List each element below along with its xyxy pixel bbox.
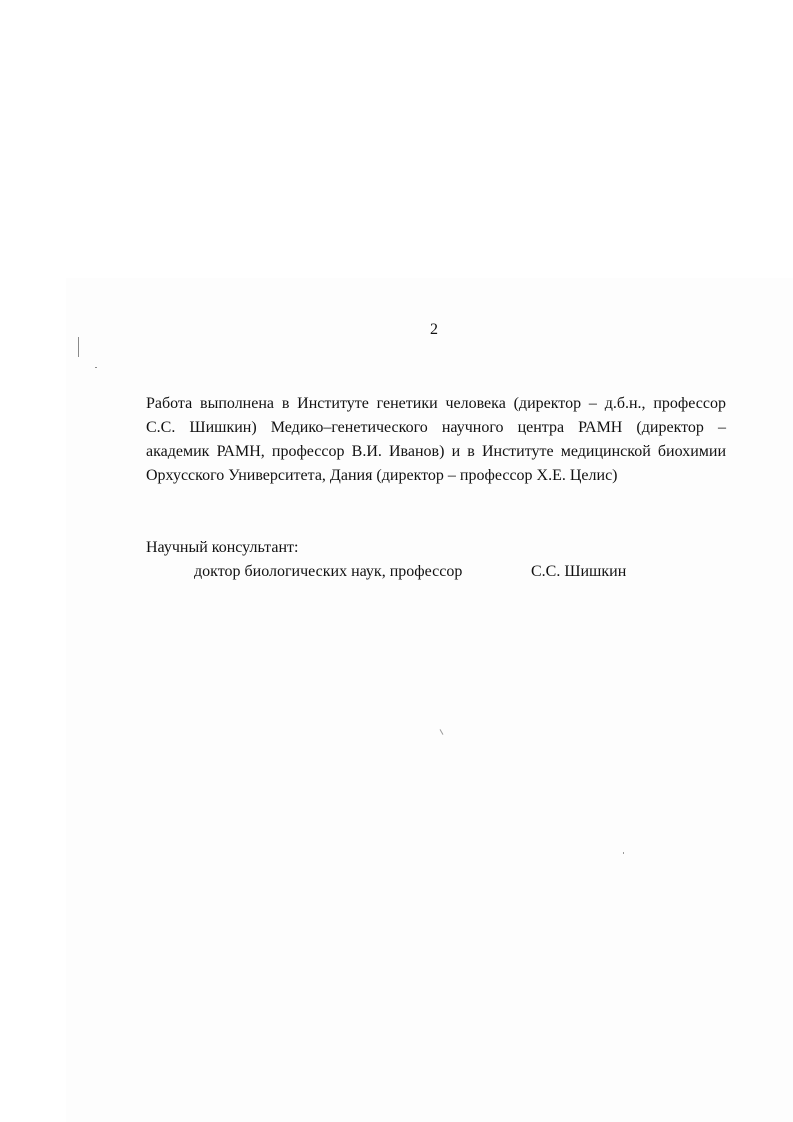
paragraph-line: академик РАМН, профессор В.И. Иванов) и в Институте медицинской биохимии	[146, 443, 726, 460]
consultant-name: С.С. Шишкин	[531, 563, 627, 580]
paragraph-line: С.С. Шишкин) Медико–генетического научного центра РАМН (директор –	[146, 419, 726, 436]
scan-artifact-dot	[623, 852, 624, 854]
paragraph-line: Орхусского Университета, Дания (директор – профессор Х.Е. Целис)	[146, 467, 618, 484]
scan-artifact-bar	[78, 337, 79, 357]
institution-paragraph	[146, 392, 726, 488]
paragraph-line: Работа выполнена в Институте генетики человека (директор – д.б.н., профессор	[146, 395, 726, 412]
scan-artifact-dot	[95, 367, 97, 368]
consultant-degree: доктор биологических наук, профессор	[194, 563, 463, 580]
page-number: 2	[430, 321, 438, 338]
consultant-heading: Научный консультант:	[146, 539, 299, 556]
